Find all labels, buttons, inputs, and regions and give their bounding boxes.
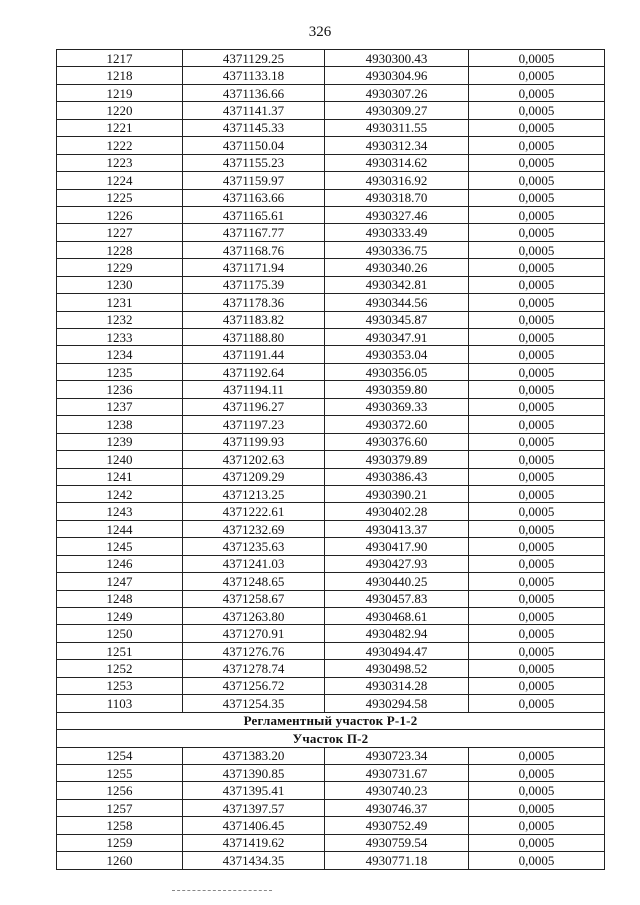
table-row	[57, 433, 605, 450]
table-row	[57, 817, 605, 834]
table-row	[57, 520, 605, 537]
x-coordinate-cell: 4371155.23	[183, 154, 325, 171]
accuracy-cell: 0,0005	[469, 398, 605, 415]
point-number-cell: 1253	[57, 677, 183, 694]
accuracy-cell: 0,0005	[469, 102, 605, 119]
y-coordinate-cell: 4930402.28	[325, 503, 469, 520]
accuracy-cell: 0,0005	[469, 50, 605, 67]
accuracy-cell: 0,0005	[469, 416, 605, 433]
point-number-cell: 1254	[57, 747, 183, 764]
accuracy-cell: 0,0005	[469, 189, 605, 206]
accuracy-cell: 0,0005	[469, 433, 605, 450]
accuracy-cell: 0,0005	[469, 137, 605, 154]
footer-divider	[172, 890, 272, 891]
x-coordinate-cell: 4371183.82	[183, 311, 325, 328]
x-coordinate-cell: 4371191.44	[183, 346, 325, 363]
y-coordinate-cell: 4930314.62	[325, 154, 469, 171]
point-number-cell: 1217	[57, 50, 183, 67]
table-row	[57, 276, 605, 293]
y-coordinate-cell: 4930356.05	[325, 363, 469, 380]
table-row	[57, 660, 605, 677]
table-row	[57, 241, 605, 258]
y-coordinate-cell: 4930294.58	[325, 695, 469, 712]
accuracy-cell: 0,0005	[469, 311, 605, 328]
coordinates-table	[56, 49, 605, 870]
point-number-cell: 1235	[57, 363, 183, 380]
x-coordinate-cell: 4371196.27	[183, 398, 325, 415]
point-number-cell: 1234	[57, 346, 183, 363]
point-number-cell: 1256	[57, 782, 183, 799]
table-row	[57, 503, 605, 520]
accuracy-cell: 0,0005	[469, 206, 605, 223]
table-row	[57, 485, 605, 502]
y-coordinate-cell: 4930440.25	[325, 573, 469, 590]
table-row	[57, 224, 605, 241]
accuracy-cell: 0,0005	[469, 468, 605, 485]
x-coordinate-cell: 4371165.61	[183, 206, 325, 223]
table-row	[57, 625, 605, 642]
accuracy-cell: 0,0005	[469, 799, 605, 816]
table-row	[57, 294, 605, 311]
table-row	[57, 102, 605, 119]
y-coordinate-cell: 4930304.96	[325, 67, 469, 84]
table-row	[57, 799, 605, 816]
accuracy-cell: 0,0005	[469, 538, 605, 555]
accuracy-cell: 0,0005	[469, 660, 605, 677]
x-coordinate-cell: 4371133.18	[183, 67, 325, 84]
accuracy-cell: 0,0005	[469, 154, 605, 171]
point-number-cell: 1230	[57, 276, 183, 293]
point-number-cell: 1237	[57, 398, 183, 415]
accuracy-cell: 0,0005	[469, 782, 605, 799]
point-number-cell: 1241	[57, 468, 183, 485]
point-number-cell: 1229	[57, 259, 183, 276]
point-number-cell: 1250	[57, 625, 183, 642]
page-number: 326	[308, 24, 332, 40]
y-coordinate-cell: 4930309.27	[325, 102, 469, 119]
y-coordinate-cell: 4930316.92	[325, 172, 469, 189]
accuracy-cell: 0,0005	[469, 642, 605, 659]
accuracy-cell: 0,0005	[469, 363, 605, 380]
table-row	[57, 747, 605, 764]
table-row	[57, 172, 605, 189]
section-header	[57, 712, 605, 747]
x-coordinate-cell: 4371276.76	[183, 642, 325, 659]
table-row	[57, 642, 605, 659]
x-coordinate-cell: 4371232.69	[183, 520, 325, 537]
point-number-cell: 1221	[57, 119, 183, 136]
table-row	[57, 451, 605, 468]
point-number-cell: 1223	[57, 154, 183, 171]
table-row	[57, 764, 605, 781]
point-number-cell: 1220	[57, 102, 183, 119]
x-coordinate-cell: 4371258.67	[183, 590, 325, 607]
accuracy-cell: 0,0005	[469, 294, 605, 311]
accuracy-cell: 0,0005	[469, 329, 605, 346]
table-row	[57, 119, 605, 136]
x-coordinate-cell: 4371163.66	[183, 189, 325, 206]
point-number-cell: 1218	[57, 67, 183, 84]
point-number-cell: 1224	[57, 172, 183, 189]
y-coordinate-cell: 4930390.21	[325, 485, 469, 502]
y-coordinate-cell: 4930333.49	[325, 224, 469, 241]
y-coordinate-cell: 4930376.60	[325, 433, 469, 450]
x-coordinate-cell: 4371256.72	[183, 677, 325, 694]
table-row	[57, 311, 605, 328]
accuracy-cell: 0,0005	[469, 520, 605, 537]
accuracy-cell: 0,0005	[469, 259, 605, 276]
x-coordinate-cell: 4371129.25	[183, 50, 325, 67]
table-row	[57, 346, 605, 363]
accuracy-cell: 0,0005	[469, 276, 605, 293]
table-row	[57, 677, 605, 694]
y-coordinate-cell: 4930318.70	[325, 189, 469, 206]
point-number-cell: 1245	[57, 538, 183, 555]
accuracy-cell: 0,0005	[469, 608, 605, 625]
accuracy-cell: 0,0005	[469, 485, 605, 502]
table-row	[57, 67, 605, 84]
y-coordinate-cell: 4930342.81	[325, 276, 469, 293]
point-number-cell: 1103	[57, 695, 183, 712]
y-coordinate-cell: 4930731.67	[325, 764, 469, 781]
point-number-cell: 1242	[57, 485, 183, 502]
y-coordinate-cell: 4930427.93	[325, 555, 469, 572]
x-coordinate-cell: 4371197.23	[183, 416, 325, 433]
y-coordinate-cell: 4930312.34	[325, 137, 469, 154]
x-coordinate-cell: 4371188.80	[183, 329, 325, 346]
y-coordinate-cell: 4930482.94	[325, 625, 469, 642]
point-number-cell: 1233	[57, 329, 183, 346]
x-coordinate-cell: 4371178.36	[183, 294, 325, 311]
table-row	[57, 398, 605, 415]
accuracy-cell: 0,0005	[469, 764, 605, 781]
coordinates-group-2	[57, 747, 605, 869]
y-coordinate-cell: 4930307.26	[325, 84, 469, 101]
y-coordinate-cell: 4930359.80	[325, 381, 469, 398]
y-coordinate-cell: 4930340.26	[325, 259, 469, 276]
table-row	[57, 573, 605, 590]
table-row	[57, 363, 605, 380]
point-number-cell: 1226	[57, 206, 183, 223]
table-row	[57, 381, 605, 398]
x-coordinate-cell: 4371213.25	[183, 485, 325, 502]
y-coordinate-cell: 4930413.37	[325, 520, 469, 537]
y-coordinate-cell: 4930759.54	[325, 834, 469, 851]
table-row	[57, 555, 605, 572]
x-coordinate-cell: 4371209.29	[183, 468, 325, 485]
table-row	[57, 259, 605, 276]
y-coordinate-cell: 4930494.47	[325, 642, 469, 659]
point-number-cell: 1260	[57, 852, 183, 869]
section-title-row	[57, 712, 605, 729]
x-coordinate-cell: 4371390.85	[183, 764, 325, 781]
y-coordinate-cell: 4930372.60	[325, 416, 469, 433]
x-coordinate-cell: 4371263.80	[183, 608, 325, 625]
y-coordinate-cell: 4930347.91	[325, 329, 469, 346]
accuracy-cell: 0,0005	[469, 381, 605, 398]
table-row	[57, 538, 605, 555]
accuracy-cell: 0,0005	[469, 852, 605, 869]
y-coordinate-cell: 4930498.52	[325, 660, 469, 677]
y-coordinate-cell: 4930386.43	[325, 468, 469, 485]
point-number-cell: 1259	[57, 834, 183, 851]
y-coordinate-cell: 4930311.55	[325, 119, 469, 136]
accuracy-cell: 0,0005	[469, 834, 605, 851]
y-coordinate-cell: 4930314.28	[325, 677, 469, 694]
x-coordinate-cell: 4371159.97	[183, 172, 325, 189]
accuracy-cell: 0,0005	[469, 67, 605, 84]
y-coordinate-cell: 4930457.83	[325, 590, 469, 607]
y-coordinate-cell: 4930300.43	[325, 50, 469, 67]
y-coordinate-cell: 4930417.90	[325, 538, 469, 555]
accuracy-cell: 0,0005	[469, 573, 605, 590]
point-number-cell: 1257	[57, 799, 183, 816]
y-coordinate-cell: 4930771.18	[325, 852, 469, 869]
x-coordinate-cell: 4371194.11	[183, 381, 325, 398]
y-coordinate-cell: 4930336.75	[325, 241, 469, 258]
x-coordinate-cell: 4371150.04	[183, 137, 325, 154]
point-number-cell: 1249	[57, 608, 183, 625]
x-coordinate-cell: 4371434.35	[183, 852, 325, 869]
x-coordinate-cell: 4371248.65	[183, 573, 325, 590]
x-coordinate-cell: 4371145.33	[183, 119, 325, 136]
table-row	[57, 50, 605, 67]
point-number-cell: 1219	[57, 84, 183, 101]
table-row	[57, 608, 605, 625]
point-number-cell: 1246	[57, 555, 183, 572]
y-coordinate-cell: 4930468.61	[325, 608, 469, 625]
x-coordinate-cell: 4371202.63	[183, 451, 325, 468]
point-number-cell: 1232	[57, 311, 183, 328]
point-number-cell: 1243	[57, 503, 183, 520]
x-coordinate-cell: 4371383.20	[183, 747, 325, 764]
section-title: Регламентный участок Р-1-2	[57, 712, 605, 729]
table-row	[57, 154, 605, 171]
accuracy-cell: 0,0005	[469, 555, 605, 572]
x-coordinate-cell: 4371168.76	[183, 241, 325, 258]
accuracy-cell: 0,0005	[469, 241, 605, 258]
x-coordinate-cell: 4371278.74	[183, 660, 325, 677]
coordinates-group-1	[57, 50, 605, 713]
point-number-cell: 1258	[57, 817, 183, 834]
y-coordinate-cell: 4930369.33	[325, 398, 469, 415]
point-number-cell: 1252	[57, 660, 183, 677]
table-row	[57, 137, 605, 154]
y-coordinate-cell: 4930746.37	[325, 799, 469, 816]
x-coordinate-cell: 4371419.62	[183, 834, 325, 851]
y-coordinate-cell: 4930327.46	[325, 206, 469, 223]
point-number-cell: 1222	[57, 137, 183, 154]
table-row	[57, 189, 605, 206]
x-coordinate-cell: 4371141.37	[183, 102, 325, 119]
accuracy-cell: 0,0005	[469, 503, 605, 520]
subsection-title-row	[57, 730, 605, 747]
y-coordinate-cell: 4930752.49	[325, 817, 469, 834]
point-number-cell: 1248	[57, 590, 183, 607]
point-number-cell: 1228	[57, 241, 183, 258]
point-number-cell: 1238	[57, 416, 183, 433]
y-coordinate-cell: 4930379.89	[325, 451, 469, 468]
table-row	[57, 834, 605, 851]
accuracy-cell: 0,0005	[469, 119, 605, 136]
accuracy-cell: 0,0005	[469, 172, 605, 189]
accuracy-cell: 0,0005	[469, 590, 605, 607]
x-coordinate-cell: 4371175.39	[183, 276, 325, 293]
accuracy-cell: 0,0005	[469, 677, 605, 694]
x-coordinate-cell: 4371171.94	[183, 259, 325, 276]
subsection-title: Участок П-2	[57, 730, 605, 747]
x-coordinate-cell: 4371167.77	[183, 224, 325, 241]
x-coordinate-cell: 4371192.64	[183, 363, 325, 380]
accuracy-cell: 0,0005	[469, 747, 605, 764]
point-number-cell: 1247	[57, 573, 183, 590]
accuracy-cell: 0,0005	[469, 817, 605, 834]
x-coordinate-cell: 4371136.66	[183, 84, 325, 101]
x-coordinate-cell: 4371241.03	[183, 555, 325, 572]
table-row	[57, 468, 605, 485]
point-number-cell: 1239	[57, 433, 183, 450]
accuracy-cell: 0,0005	[469, 84, 605, 101]
x-coordinate-cell: 4371395.41	[183, 782, 325, 799]
point-number-cell: 1244	[57, 520, 183, 537]
table-row	[57, 416, 605, 433]
y-coordinate-cell: 4930345.87	[325, 311, 469, 328]
table-row	[57, 695, 605, 712]
table-row	[57, 590, 605, 607]
point-number-cell: 1255	[57, 764, 183, 781]
point-number-cell: 1227	[57, 224, 183, 241]
x-coordinate-cell: 4371406.45	[183, 817, 325, 834]
x-coordinate-cell: 4371254.35	[183, 695, 325, 712]
accuracy-cell: 0,0005	[469, 695, 605, 712]
accuracy-cell: 0,0005	[469, 451, 605, 468]
table-row	[57, 782, 605, 799]
point-number-cell: 1231	[57, 294, 183, 311]
x-coordinate-cell: 4371235.63	[183, 538, 325, 555]
point-number-cell: 1251	[57, 642, 183, 659]
table-row	[57, 852, 605, 869]
y-coordinate-cell: 4930353.04	[325, 346, 469, 363]
table-row	[57, 84, 605, 101]
accuracy-cell: 0,0005	[469, 224, 605, 241]
point-number-cell: 1236	[57, 381, 183, 398]
x-coordinate-cell: 4371270.91	[183, 625, 325, 642]
y-coordinate-cell: 4930344.56	[325, 294, 469, 311]
accuracy-cell: 0,0005	[469, 625, 605, 642]
table-row	[57, 329, 605, 346]
x-coordinate-cell: 4371199.93	[183, 433, 325, 450]
y-coordinate-cell: 4930740.23	[325, 782, 469, 799]
accuracy-cell: 0,0005	[469, 346, 605, 363]
y-coordinate-cell: 4930723.34	[325, 747, 469, 764]
x-coordinate-cell: 4371397.57	[183, 799, 325, 816]
point-number-cell: 1240	[57, 451, 183, 468]
point-number-cell: 1225	[57, 189, 183, 206]
table-row	[57, 206, 605, 223]
x-coordinate-cell: 4371222.61	[183, 503, 325, 520]
